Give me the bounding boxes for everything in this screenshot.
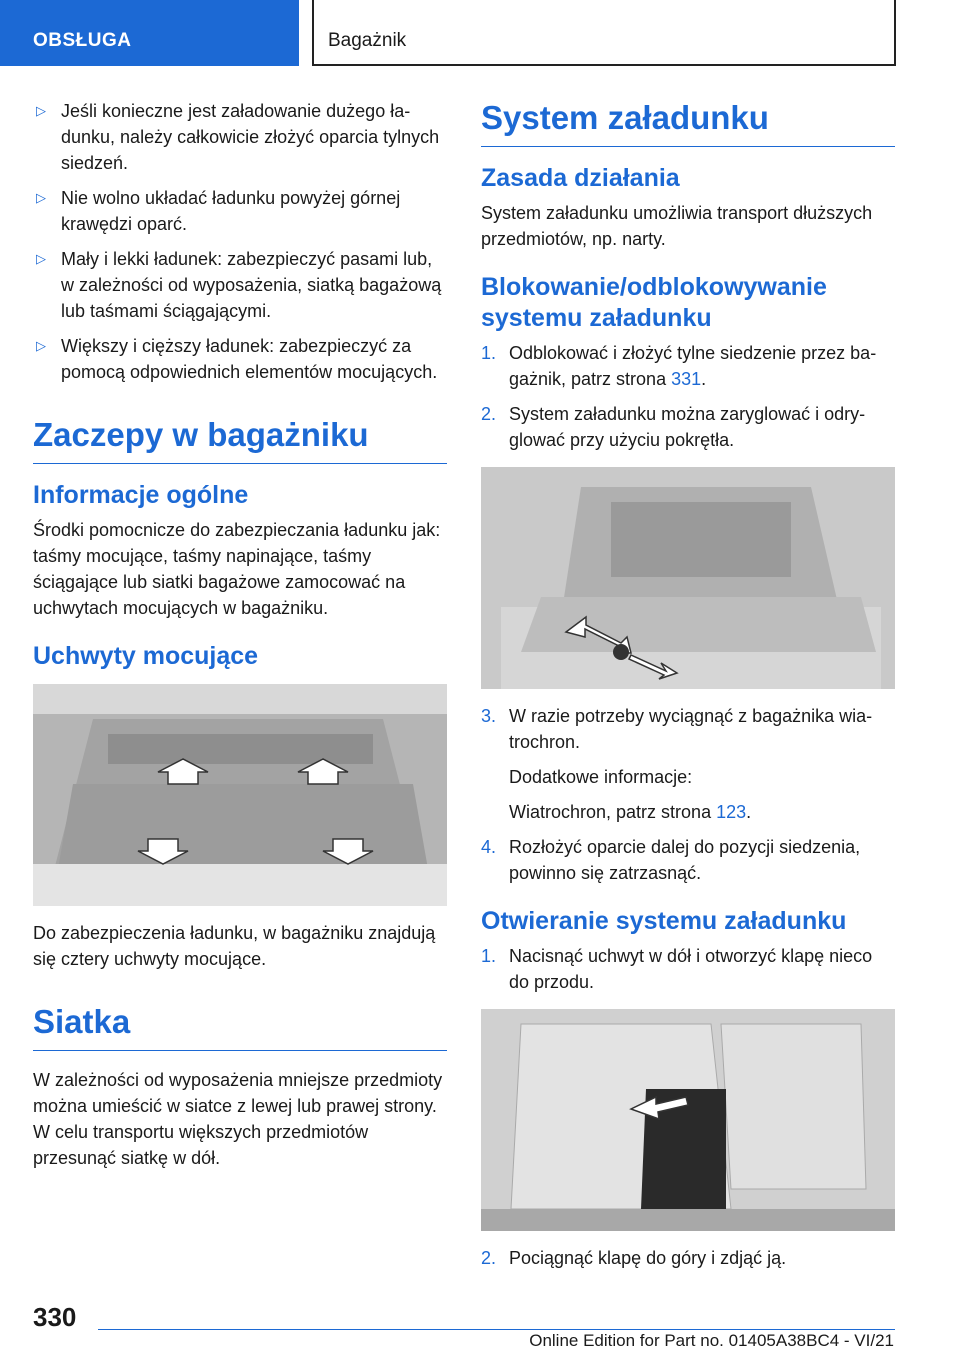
heading-informacje: Informacje ogólne xyxy=(33,481,249,509)
right-column xyxy=(481,98,895,1280)
page-title: Bagażnik xyxy=(312,0,896,66)
page-link[interactable]: 331 xyxy=(671,369,702,389)
list-item: ▷ Większy i cięższy ładunek: zabezpieczyć za pomocą odpowiednich elementów mocujących. xyxy=(33,333,447,385)
heading-siatka: Siatka xyxy=(33,1002,447,1051)
uchwyty-paragraph: Do zabezpieczenia ładunku, w bagażniku znajdują się cztery uchwyty mocujące. xyxy=(33,923,436,969)
list-item: ▷ Mały i lekki ładunek: zabezpieczyć pasami lub, w zależności od wyposażenia, siatką bagażową lub taśmami ściągającymi. xyxy=(33,246,447,324)
seat-flap-photo xyxy=(481,1009,895,1231)
list-item: 4. Rozłożyć oparcie dalej do pozycji siedzenia, powinno się zatrzasnąć. xyxy=(481,837,861,883)
triangle-bullet-icon: ▷ xyxy=(36,190,46,205)
list-item: 1. Odblokować i złożyć tylne siedzenie przez bagażnik, patrz strona 331. xyxy=(481,343,877,389)
loading-system-photo xyxy=(481,467,895,689)
triangle-bullet-icon: ▷ xyxy=(36,251,46,266)
left-column xyxy=(33,98,447,1171)
edition-note: Online Edition for Part no. 01405A38BC4 - VI/21 xyxy=(529,1331,894,1350)
page-link[interactable]: 123 xyxy=(716,802,747,822)
heading-system: System załadunku xyxy=(481,98,895,147)
list-item: 2. Pociągnąć klapę do góry i zdjąć ją. xyxy=(481,1248,787,1268)
trunk-photo xyxy=(33,684,447,906)
triangle-bullet-icon: ▷ xyxy=(36,103,46,118)
list-item: 3. W razie potrzeby wyciągnąć z bagażnika wiatrochron. Dodatkowe informacje: Wiatrochron, patrz strona 123. xyxy=(481,706,873,822)
list-item: ▷ Nie wolno układać ładunku powyżej górnej krawędzi oparć. xyxy=(33,185,447,237)
info-paragraph: Środki pomocnicze do zabezpieczania ładunku jak: taśmy mocujące, taśmy napinające, taśmy ściągające lub siatki bagażowe zamocować na uchwytach mocujących w bagażniku. xyxy=(33,520,441,618)
footer-divider xyxy=(98,1329,895,1330)
page-number: 330 xyxy=(33,1302,77,1332)
list-item: 1. Nacisnąć uchwyt w dół i otworzyć klapę nieco do przodu. xyxy=(481,946,873,992)
heading-zasada: Zasada działania xyxy=(481,164,680,192)
heading-blokowanie: Blokowanie/odblokowywanie systemu załadunku xyxy=(481,273,827,332)
heading-otwieranie: Otwieranie systemu załadunku xyxy=(481,907,847,935)
zasada-paragraph: System załadunku umożliwia transport dłuższych przedmiotów, np. narty. xyxy=(481,203,873,249)
list-item: 2. System załadunku można zaryglować i odryglować przy użyciu pokrętła. xyxy=(481,404,866,450)
triangle-bullet-icon: ▷ xyxy=(36,338,46,353)
heading-uchwyty: Uchwyty mocujące xyxy=(33,642,259,670)
siatka-paragraph: W zależności od wyposażenia mniejsze przedmioty można umieścić w siatce z lewej lub prawej strony. W celu transportu większych przedmiotów przesunąć siatkę w dół. xyxy=(33,1070,443,1168)
section-tab[interactable]: OBSŁUGA xyxy=(0,0,299,66)
list-item: ▷ Jeśli konieczne jest załadowanie dużego ładunku, należy całkowicie złożyć oparcia tylnych siedzeń. xyxy=(33,98,447,176)
heading-zaczepy: Zaczepy w bagażniku xyxy=(33,415,447,464)
